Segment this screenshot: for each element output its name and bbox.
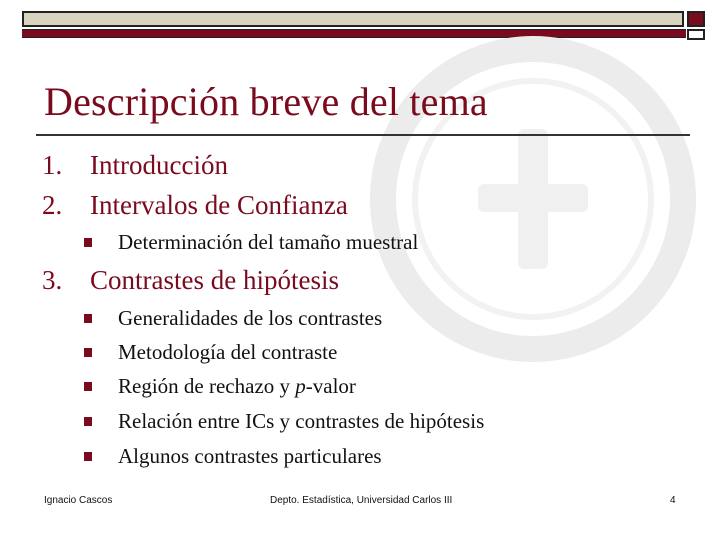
bullet-square-icon bbox=[84, 348, 92, 357]
sub-item-methodology bbox=[84, 340, 337, 365]
list-item-3 bbox=[42, 265, 339, 296]
slide-title: Descripción breve del tema bbox=[44, 79, 488, 124]
list-number: 3. bbox=[42, 265, 63, 295]
sub-item-label: Algunos contrastes particulares bbox=[118, 444, 382, 468]
sub-item-label: Metodología del contraste bbox=[118, 340, 338, 364]
sub-item-label-end: -valor bbox=[305, 374, 356, 398]
list-number: 1. bbox=[42, 150, 63, 180]
bullet-square-icon bbox=[84, 382, 92, 391]
sub-item-particular-tests bbox=[84, 444, 382, 469]
list-item-2 bbox=[42, 190, 348, 221]
bullet-square-icon bbox=[84, 417, 92, 426]
sub-item-label: Relación entre ICs y contrastes de hipótesis bbox=[118, 409, 485, 433]
list-item-1 bbox=[42, 150, 228, 181]
footer-author: Ignacio Cascos bbox=[44, 495, 113, 506]
list-item-label: Introducción bbox=[90, 150, 228, 180]
sub-item-label-start: Región de rechazo y bbox=[118, 374, 296, 398]
sub-item-label: Determinación del tamaño muestral bbox=[118, 230, 419, 254]
title-divider bbox=[36, 134, 690, 136]
bullet-square-icon bbox=[84, 314, 92, 323]
footer-department: Depto. Estadística, Universidad Carlos III bbox=[270, 495, 453, 506]
footer-page-number: 4 bbox=[670, 495, 676, 506]
list-item-label: Intervalos de Confianza bbox=[90, 190, 348, 220]
corner-square-red bbox=[687, 11, 705, 27]
bullet-square-icon bbox=[84, 452, 92, 461]
list-item-label: Contrastes de hipótesis bbox=[90, 265, 339, 295]
sub-item-rejection-region bbox=[84, 374, 356, 399]
header-bar bbox=[22, 11, 684, 27]
sub-item-generalities bbox=[84, 306, 382, 331]
sub-item-ci-relation bbox=[84, 409, 484, 434]
sub-item-sample-size bbox=[84, 230, 418, 255]
bullet-square-icon bbox=[84, 238, 92, 247]
p-italic: p bbox=[295, 374, 306, 398]
sub-item-label: Generalidades de los contrastes bbox=[118, 306, 383, 330]
list-number: 2. bbox=[42, 190, 63, 220]
